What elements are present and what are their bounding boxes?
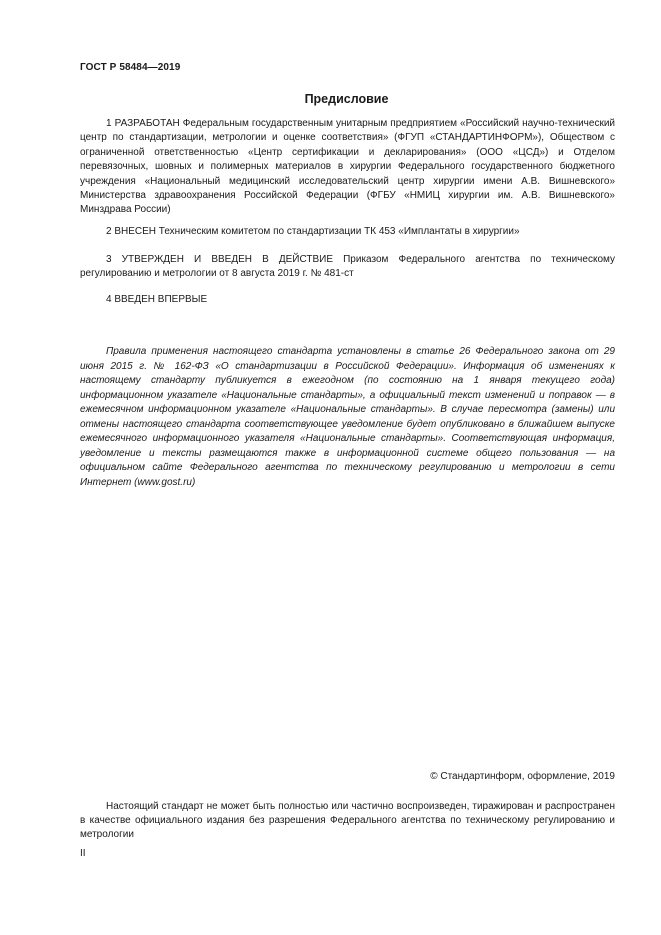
- preface-paragraph-submitted: 2 ВНЕСЕН Техническим комитетом по стандартизации ТК 453 «Имплантаты в хирургии»: [106, 226, 520, 237]
- page-number: II: [80, 848, 86, 859]
- document-code: ГОСТ Р 58484—2019: [80, 62, 181, 73]
- application-rules-notice: Правила применения настоящего стандарта установлены в статье 26 Федерального закона от 29 июня 2015 г. № 162-ФЗ «О стандартизации в Российской Федерации». Информация об изменениях к настоящему стандарту публикуется в ежегодном (по состоянию на 1 января текущего года) информационном указателе «Национальные стандарты», а официальный текст изменений и поправок — в ежемесячном информационном указателе «Национальные стандарты». В случае пересмотра (замены) или отмены настоящего стандарта соответствующее уведомление будет опубликовано в ближайшем выпуске ежемесячного информационного указателя «Национальные стандарты». Соответствующая информация, уведомление и тексты размещаются также в информационной системе общего пользования — на официальном сайте Федерального агентства по техническому регулированию и метрологии в сети Интернет (www.gost.ru): [80, 346, 615, 488]
- preface-paragraph-introduced: 4 ВВЕДЕН ВПЕРВЫЕ: [106, 294, 208, 305]
- preface-title: Предисловие: [304, 92, 389, 106]
- reproduction-rights-text: Настоящий стандарт не может быть полностью или частично воспроизведен, тиражирован и распространен в качестве официального издания без разрешения Федерального агентства по техническому регулированию и метрологии: [80, 801, 615, 841]
- preface-paragraph-approved: 3 УТВЕРЖДЕН И ВВЕДЕН В ДЕЙСТВИЕ Приказом Федерального агентства по техническому регулированию и метрологии от 8 августа 2019 г. № 481-ст: [80, 254, 615, 280]
- copyright-line: © Стандартинформ, оформление, 2019: [430, 771, 615, 782]
- preface-paragraph-developed: 1 РАЗРАБОТАН Федеральным государственным унитарным предприятием «Российский научно-технический центр по стандартизации, метрологии и оценке соответствия» (ФГУП «СТАНДАРТИНФОРМ»), Обществом с ограниченной ответственностью «Центр сертификации и декларирования» (ООО «ЦСД») и Отделом перевязочных, шовных и полимерных материалов в хирургии Федерального государственного бюджетного учреждения «Национальный медицинский исследовательский центр хирургии имени А.В. Вишневского» Министерства здравоохранения Российской Федерации (ФГБУ «НМИЦ хирургии им. А.В. Вишневского» Минздрава России): [80, 118, 615, 216]
